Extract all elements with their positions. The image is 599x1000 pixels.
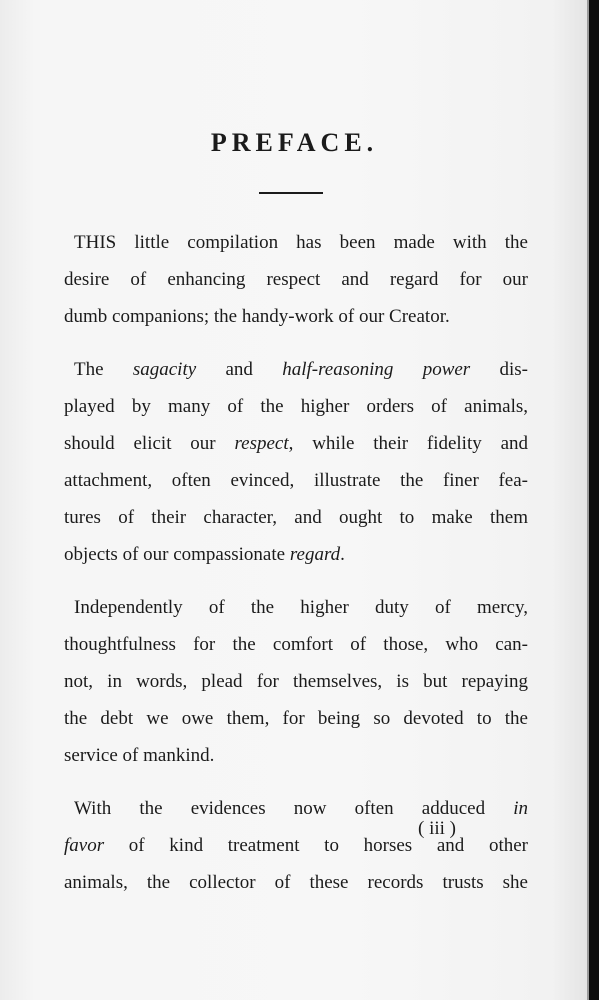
text-line xyxy=(64,536,528,573)
text-run: and xyxy=(196,359,283,380)
text-run: attachment, often evinced, illustrate the finer fea- xyxy=(64,470,528,491)
text-line xyxy=(64,827,528,864)
text-run: . xyxy=(340,544,345,565)
text-run: little compilation has been made with the xyxy=(116,232,528,253)
text-line xyxy=(64,626,528,663)
text-line xyxy=(64,790,528,827)
text-line xyxy=(64,864,528,901)
text-run: service of mankind. xyxy=(64,745,215,766)
text-run: , while their fidelity and xyxy=(288,433,528,454)
drop-word: THIS xyxy=(74,232,117,253)
text-line xyxy=(64,737,528,774)
text-line xyxy=(64,499,528,536)
text-run: not, in words, plead for themselves, is but repaying xyxy=(64,671,528,692)
text-line xyxy=(64,261,528,298)
italic-run: respect xyxy=(234,433,289,454)
italic-run: in xyxy=(513,798,528,819)
text-run: animals, the collector of these records trusts she xyxy=(64,872,528,893)
text-line xyxy=(64,351,528,388)
paragraph-4 xyxy=(64,790,528,901)
text-line xyxy=(64,462,528,499)
title-rule xyxy=(259,192,323,194)
text-run: thoughtfulness for the comfort of those, who can- xyxy=(64,634,528,655)
italic-run: half-reasoning power xyxy=(282,359,471,380)
text-run: dis- xyxy=(470,359,529,380)
italic-run: regard xyxy=(289,544,341,565)
text-line xyxy=(64,589,528,626)
text-run: With the evidences now often adduced xyxy=(74,798,514,819)
text-line xyxy=(64,224,528,261)
preface-text xyxy=(64,224,528,917)
paragraph-1 xyxy=(64,224,528,335)
text-run: should elicit our xyxy=(64,433,235,454)
text-run: tures of their character, and ought to make them xyxy=(64,507,528,528)
text-line xyxy=(64,388,528,425)
text-run: of kind treatment to horses and other xyxy=(104,835,528,856)
text-run: the debt we owe them, for being so devoted to the xyxy=(64,708,528,729)
italic-run: sagacity xyxy=(132,359,197,380)
text-line xyxy=(64,298,528,335)
paragraph-3 xyxy=(64,589,528,774)
paragraph-2 xyxy=(64,351,528,573)
text-line xyxy=(64,700,528,737)
italic-run: favor xyxy=(64,835,105,856)
text-line xyxy=(64,425,528,462)
page-number: ( iii ) xyxy=(418,818,456,839)
text-run: desire of enhancing respect and regard for our xyxy=(64,269,528,290)
text-run: objects of our compassionate xyxy=(64,544,290,565)
text-run: played by many of the higher orders of animals, xyxy=(64,396,528,417)
text-run: Independently of the higher duty of mercy, xyxy=(74,597,528,618)
page-title: PREFACE. xyxy=(210,128,379,157)
text-line xyxy=(64,663,528,700)
text-run: dumb companions; the handy-work of our Creator. xyxy=(64,306,450,327)
text-run: The xyxy=(74,359,133,380)
